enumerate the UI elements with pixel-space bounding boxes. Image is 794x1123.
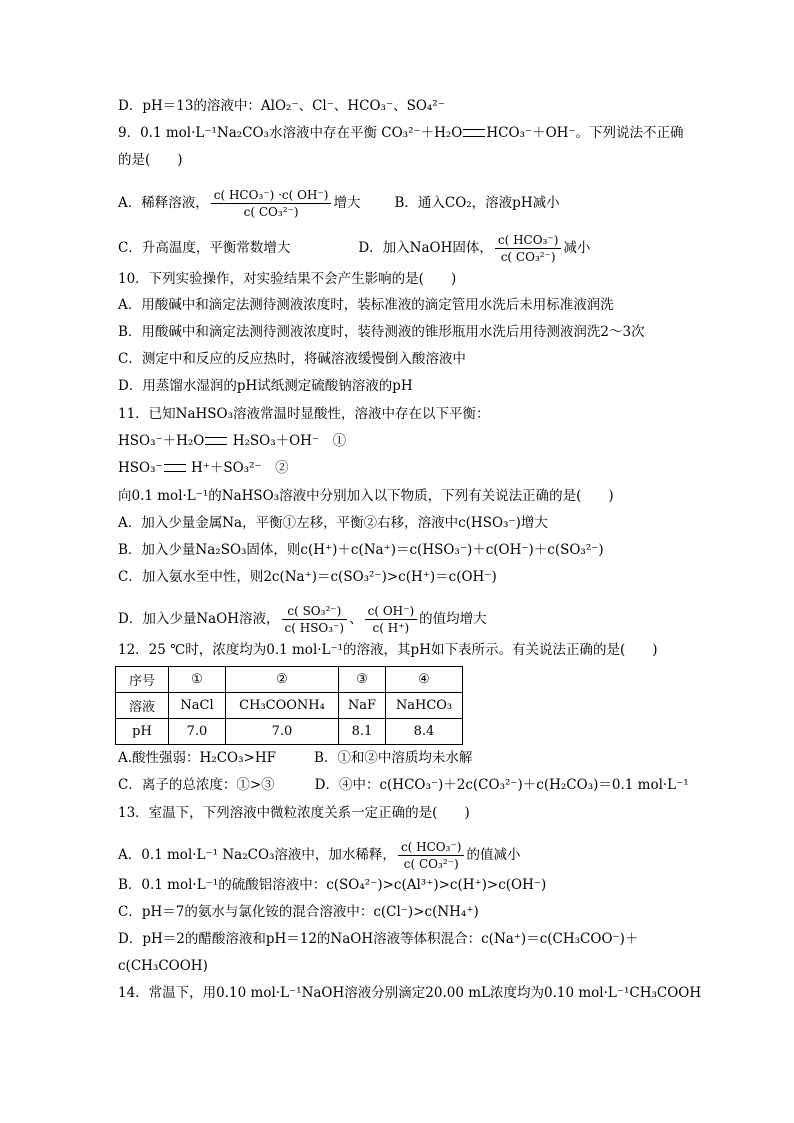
ph-table xyxy=(115,666,463,745)
q10-option-b: B．用酸碱中和滴定法测待测液浓度时，装待测液的锥形瓶用水洗后用待测液润洗2～3次 xyxy=(118,324,645,340)
table-row: 序号 ① ② ③ ④ xyxy=(116,667,463,693)
q9-options-cd: C．升高温度，平衡常数增大 D．加入NaOH固体， $\frac{\text{c( HCO₃⁻)}}{\text{c( CO₃²⁻)}}$ 减小 xyxy=(118,233,591,264)
q12-options-cd: C．离子的总浓度：①>③ D．④中：c(HCO₃⁻)＋2c(CO₃²⁻)＋c(H₂CO₃)＝0.1 mol·L⁻¹ xyxy=(118,777,689,793)
q11-option-d: D．加入少量NaOH溶液， $\frac{\text{c( SO₃²⁻)}}{\text{c( HSO₃⁻)}}$ 、 $\frac{c( OH^-)}{c( H^+)}$ 的值均增大 xyxy=(118,604,487,635)
q11-equation-1: HSO₃⁻＋H₂O H₂SO₃＋OH⁻ ① xyxy=(118,433,347,449)
q10-stem: 10．下列实验操作，对实验结果不会产生影响的是( ) xyxy=(118,271,457,287)
q12-options-ab: A.酸性强弱：H₂CO₃>HF B．①和②中溶质均未水解 xyxy=(118,750,473,766)
q11-stem-line2: 向0.1 mol·L⁻¹的NaHSO₃溶液中分别加入以下物质，下列有关说法正确的是( ) xyxy=(118,488,614,504)
q13-option-a: A．0.1 mol·L⁻¹ Na₂CO₃溶液中，加水稀释， $\frac{\text{c( HCO₃⁻)}}{\text{c( CO₃²⁻)}}$ 的值减小 xyxy=(118,840,521,871)
q14-stem: 14．常温下，用0.10 mol·L⁻¹NaOH溶液分别滴定20.00 mL浓度均为0.10 mol·L⁻¹CH₃COOH xyxy=(118,985,702,1001)
q9-options-ab: A．稀释溶液， $\frac{\text{c( HCO₃⁻) ·c( OH⁻)}}{\text{c( CO₃²⁻)}}$ 增大 B．通入CO₂，溶液pH减小 xyxy=(118,188,560,219)
q10-option-c: C．测定中和反应的反应热时，将碱溶液缓慢倒入酸溶液中 xyxy=(118,351,466,367)
q13-a-fraction: $\frac{\text{c( HCO₃⁻)}}{\text{c( CO₃²⁻)}}$ xyxy=(398,840,465,871)
q9-d-fraction: $\frac{\text{c( HCO₃⁻)}}{\text{c( CO₃²⁻)}}$ xyxy=(495,233,562,264)
q11-option-c: C．加入氨水至中性，则2c(Na⁺)＝c(SO₃²⁻)>c(H⁺)＝c(OH⁻) xyxy=(118,569,497,585)
equilibrium-arrow-icon xyxy=(164,464,186,472)
q13-stem: 13．室温下，下列溶液中微粒浓度关系一定正确的是( ) xyxy=(118,805,470,821)
q13-option-c: C．pH＝7的氨水与氯化铵的混合溶液中：c(Cl⁻)>c(NH₄⁺) xyxy=(118,904,479,920)
q11-stem: 11．已知NaHSO₃溶液常温时显酸性，溶液中存在以下平衡： xyxy=(118,406,490,422)
q12-stem: 12．25 ℃时，浓度均为0.1 mol·L⁻¹的溶液，其pH如下表所示。有关说法正确的是( ) xyxy=(118,642,658,658)
q11-d-fraction-2: $\frac{c( OH^-)}{c( H^+)}$ xyxy=(365,604,418,635)
q10-option-a: A．用酸碱中和滴定法测待测液浓度时，装标准液的滴定管用水洗后未用标准液润洗 xyxy=(118,297,614,313)
q13-option-d: D．pH＝2的醋酸溶液和pH＝12的NaOH溶液等体积混合：c(Na⁺)＝c(CH₃COO⁻)＋ xyxy=(118,931,639,947)
table-row: 溶液 NaCl CH₃COONH₄ NaF NaHCO₃ xyxy=(116,693,463,719)
q13-option-b: B．0.1 mol·L⁻¹的硫酸铝溶液中：c(SO₄²⁻)>c(Al³⁺)>c(H⁺)>c(OH⁻) xyxy=(118,877,547,893)
q11-option-b: B．加入少量Na₂SO₃固体，则c(H⁺)＋c(Na⁺)＝c(HSO₃⁻)＋c(OH⁻)＋c(SO₃²⁻) xyxy=(118,542,604,558)
q10-option-d: D．用蒸馏水湿润的pH试纸测定硫酸钠溶液的pH xyxy=(118,378,413,394)
q11-d-fraction-1: $\frac{\text{c( SO₃²⁻)}}{\text{c( HSO₃⁻)}}$ xyxy=(282,604,348,635)
q9-stem: 9．0.1 mol·L⁻¹Na₂CO₃水溶液中存在平衡 CO₃²⁻＋H₂O HCO₃⁻＋OH⁻。下列说法不正确 xyxy=(118,125,684,141)
q11-option-a: A．加入少量金属Na，平衡①左移，平衡②右移，溶液中c(HSO₃⁻)增大 xyxy=(118,515,548,531)
q8-option-d: D．pH＝13的溶液中：AlO₂⁻、Cl⁻、HCO₃⁻、SO₄²⁻ xyxy=(118,98,445,114)
q13-option-d-line2: c(CH₃COOH) xyxy=(118,958,208,974)
q9-a-fraction: $\frac{\text{c( HCO₃⁻) ·c( OH⁻)}}{\text{c( CO₃²⁻)}}$ xyxy=(211,188,332,219)
equilibrium-arrow-icon xyxy=(463,129,485,137)
q9-stem-line2: 的是( ) xyxy=(118,152,183,168)
equilibrium-arrow-icon xyxy=(205,437,227,445)
q11-equation-2: HSO₃⁻ H⁺＋SO₃²⁻ ② xyxy=(118,460,289,476)
table-row: pH 7.0 7.0 8.1 8.4 xyxy=(116,719,463,745)
